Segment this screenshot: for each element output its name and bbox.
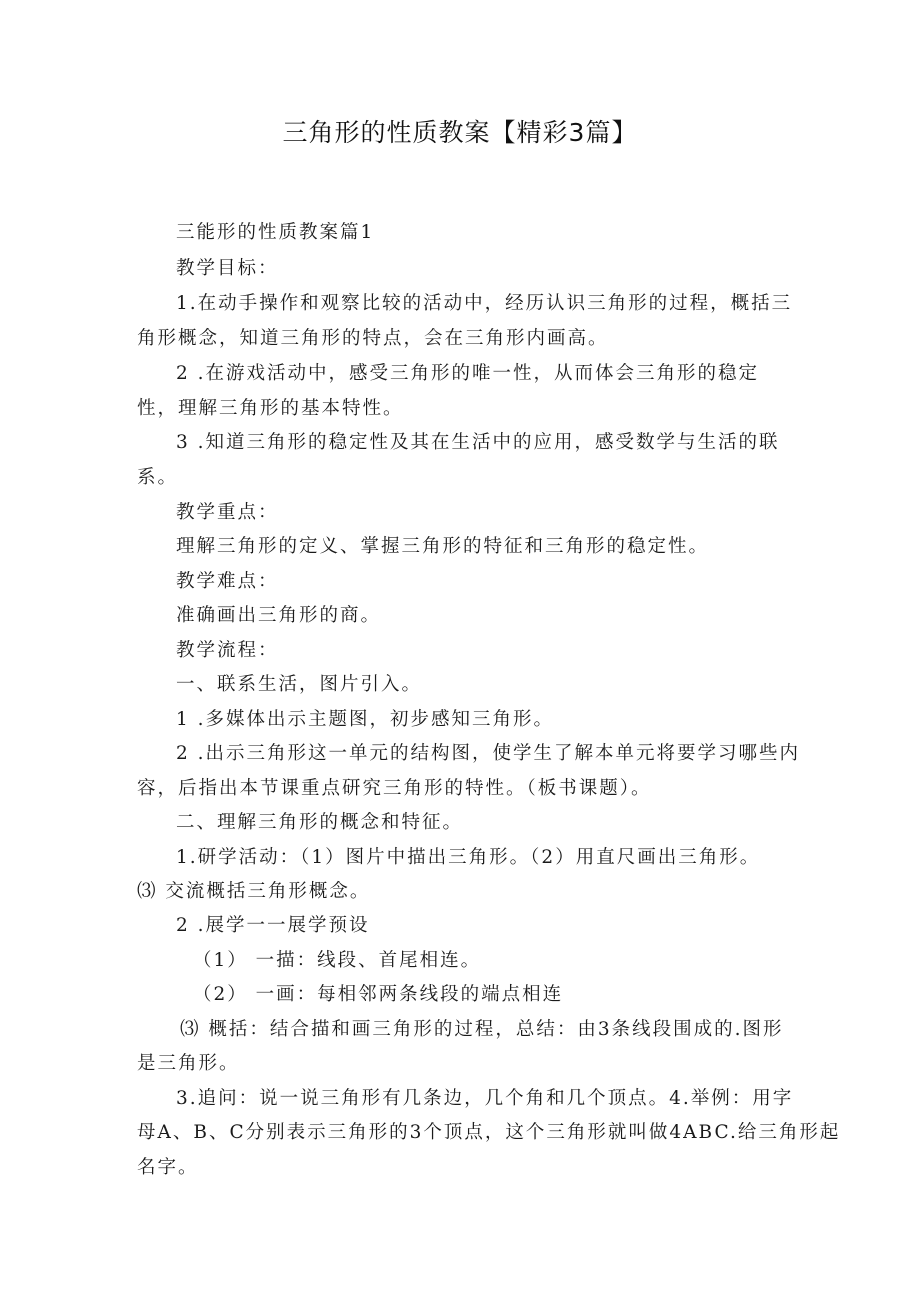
- paragraph-line: 二、理解三角形的概念和特征。: [176, 812, 464, 833]
- paragraph-line: 2 .展学一一展学预设: [176, 915, 370, 936]
- paragraph-line: 1.研学活动：（1）图片中描出三角形。（2）用直尺画出三角形。: [176, 847, 761, 868]
- paragraph-line: 名字。: [137, 1157, 199, 1178]
- paragraph-line: 教学难点：: [176, 571, 279, 592]
- paragraph-line: 教学流程：: [176, 640, 279, 661]
- paragraph-line: 系。: [137, 467, 179, 488]
- paragraph-line: 母A、B、C分别表示三角形的3个顶点，这个三角形就叫做4ABC.给三角形起: [137, 1122, 841, 1143]
- paragraph-line: 容，后指出本节课重点研究三角形的特性。（板书课题）。: [137, 778, 652, 799]
- paragraph-line: 三能形的性质教案篇1: [176, 222, 375, 243]
- paragraph-line: 1 .多媒体出示主题图，初步感知三角形。: [176, 709, 555, 730]
- paragraph-line: 教学重点：: [176, 502, 279, 523]
- document-title: 三角形的性质教案【精彩3篇】: [282, 118, 638, 147]
- paragraph-line: 角形概念，知道三角形的特点，会在三角形内画高。: [137, 328, 609, 349]
- paragraph-line: 2 .在游戏活动中，感受三角形的唯一性，从而体会三角形的稳定: [176, 363, 760, 384]
- paragraph-line: 1.在动手操作和观察比较的活动中，经历认识三角形的过程，概括三: [176, 293, 793, 314]
- paragraph-line: ⑶ 交流概括三角形概念。: [137, 881, 371, 902]
- paragraph-line: 是三角形。: [137, 1053, 240, 1074]
- paragraph-line: 性，理解三角形的基本特性。: [137, 398, 404, 419]
- paragraph-line: 准确画出三角形的商。: [176, 605, 382, 626]
- paragraph-line: 教学目标：: [176, 258, 279, 279]
- paragraph-line: （1） 一描：线段、首尾相连。: [193, 950, 482, 971]
- paragraph-line: 2 .出示三角形这一单元的结构图，使学生了解本单元将要学习哪些内: [176, 743, 801, 764]
- paragraph-line: 3 .知道三角形的稳定性及其在生活中的应用，感受数学与生活的联: [176, 432, 780, 453]
- paragraph-line: 一、联系生活，图片引入。: [176, 674, 423, 695]
- paragraph-line: （2） 一画：每相邻两条线段的端点相连: [193, 984, 564, 1005]
- paragraph-line: 3.追问：说一说三角形有几条边，几个角和几个顶点。4.举例：用字: [176, 1088, 794, 1109]
- paragraph-line: 理解三角形的定义、掌握三角形的特征和三角形的稳定性。: [176, 536, 710, 557]
- paragraph-line: ⑶ 概括：结合描和画三角形的过程，总结：由3条线段围成的.图形: [180, 1019, 784, 1040]
